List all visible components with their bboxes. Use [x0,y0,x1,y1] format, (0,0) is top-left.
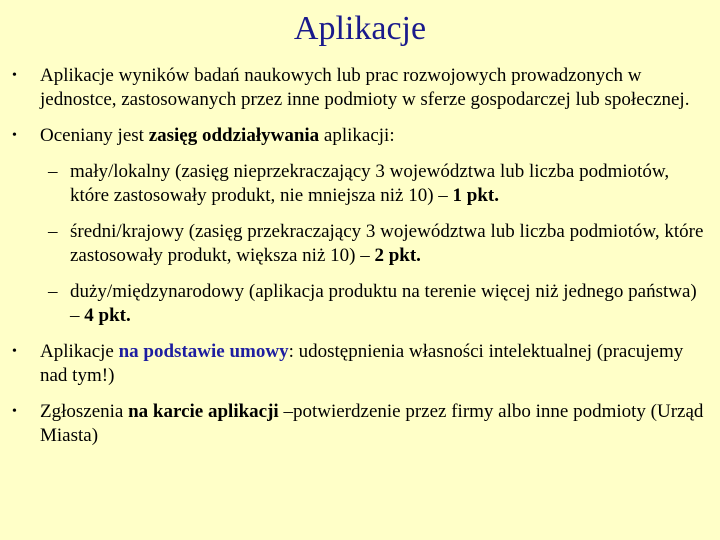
bullet-contract-emphasis: na podstawie umowy [118,341,289,362]
bullet-list [8,64,708,448]
bullet-contract [8,340,708,388]
subitem-large-international [8,280,708,328]
subitem-large-international-points: 4 pkt. [84,305,131,326]
bullet-applications [8,64,708,112]
subitem-medium-national-points: 2 pkt. [374,245,421,266]
subitem-small-local [8,160,708,208]
subitem-medium-national [8,220,708,268]
subitem-small-local-points: 1 pkt. [452,185,500,206]
bullet-evaluation-post: aplikacji: [319,125,395,146]
subitem-large-international-text: duży/międzynarodowy (aplikacja produktu na terenie więcej niż jednego państwa) – [70,281,697,326]
bullet-contract-post: : udostępnienia własności intelektualnej (pracujemy nad tym!) [40,341,684,386]
bullet-submissions-pre: Zgłoszenia [40,401,129,422]
bullet-evaluation [8,124,708,148]
bullet-evaluation-emphasis: zasięg oddziaływania [148,125,320,146]
subitem-small-local-text: mały/lokalny (zasięg nieprzekraczający 3 województwa lub liczba podmiotów, które zastosowały produkt, nie mniejsza niż 10) – [70,161,670,206]
bullet-submissions-post: –potwierdzenie przez firmy albo inne podmioty (Urząd Miasta) [40,401,704,446]
subitem-medium-national-text: średni/krajowy (zasięg przekraczający 3 województwa lub liczba podmiotów, które zastosowały produkt, większa niż 10) – [70,221,704,266]
slide-title: Aplikacje [293,10,427,47]
bullet-contract-pre: Aplikacje [40,341,119,362]
bullet-submissions [8,400,708,448]
bullet-submissions-emphasis: na karcie aplikacji [128,401,279,422]
bullet-applications-text: Aplikacje wyników badań naukowych lub prac rozwojowych prowadzonych w jednostce, zastosowanych przez inne podmioty w sferze gospodarczej lub społecznej. [40,65,690,110]
bullet-evaluation-pre: Oceniany jest [40,125,149,146]
